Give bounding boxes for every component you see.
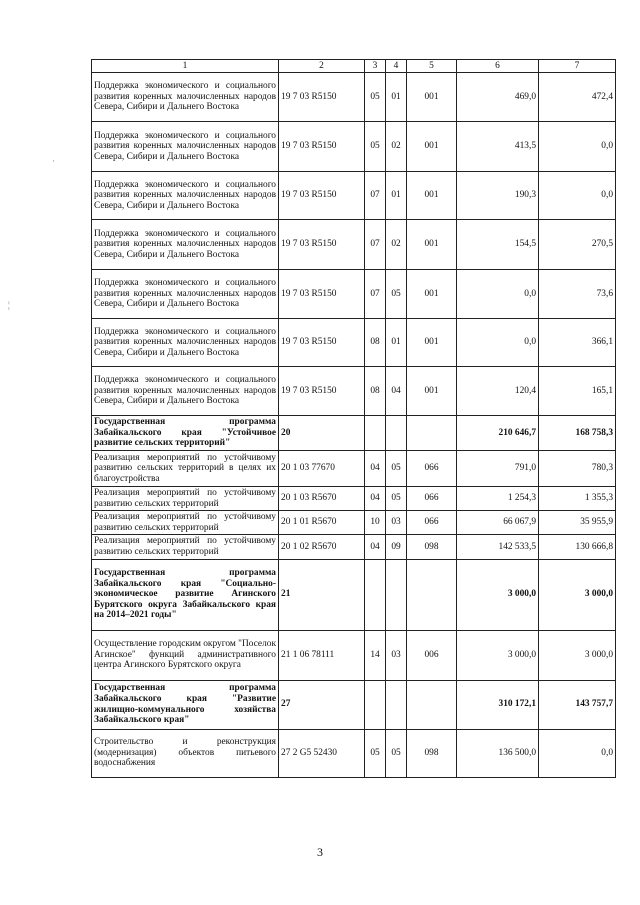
row-name-cell: Поддержка экономического и социального развития коренных малочисленных народов Севера, Сибири и Дальнего Востока [92, 367, 279, 416]
table-row [92, 220, 616, 270]
row-subsection-cell: 04 [386, 367, 407, 416]
table-row [92, 535, 616, 559]
row-administrator-cell: 001 [407, 73, 457, 122]
row-amount-2021-cell: 1 355,3 [539, 487, 616, 511]
row-code-cell: 19 7 03 R5150 [279, 270, 365, 319]
table-row [92, 487, 616, 511]
row-amount-2020-cell: 154,5 [457, 220, 539, 270]
table-row [92, 559, 616, 630]
row-name-cell: Поддержка экономического и социального развития коренных малочисленных народов Севера, Сибири и Дальнего Востока [92, 319, 279, 367]
row-subsection-cell: 02 [386, 220, 407, 270]
row-amount-2020-cell: 66 067,9 [457, 511, 539, 535]
row-amount-2021-cell: 3 000,0 [539, 559, 616, 630]
row-amount-2021-cell: 165,1 [539, 367, 616, 416]
row-administrator-cell: 001 [407, 122, 457, 172]
row-subsection-cell: 03 [386, 630, 407, 680]
table-row [92, 270, 616, 319]
table-row [92, 319, 616, 367]
row-name-cell: Государственная программа Забайкальского края "Устойчивое развитие сельских территорий" [92, 416, 279, 451]
row-subsection-cell: 05 [386, 729, 407, 777]
row-administrator-cell: 006 [407, 630, 457, 680]
row-code-cell: 19 7 03 R5150 [279, 73, 365, 122]
row-name-cell: Реализация мероприятий по устойчивому развитию сельских территорий [92, 511, 279, 535]
row-amount-2020-cell: 413,5 [457, 122, 539, 172]
row-amount-2020-cell: 190,3 [457, 172, 539, 220]
row-amount-2021-cell: 780,3 [539, 451, 616, 487]
scan-mark: ¦ [8, 300, 10, 310]
row-subsection-cell: 05 [386, 487, 407, 511]
row-name-cell: Поддержка экономического и социального развития коренных малочисленных народов Севера, Сибири и Дальнего Востока [92, 270, 279, 319]
row-section-cell: 10 [365, 511, 386, 535]
row-administrator-cell: 098 [407, 535, 457, 559]
row-code-cell: 20 1 03 R5670 [279, 487, 365, 511]
row-amount-2021-cell: 73,6 [539, 270, 616, 319]
row-subsection-cell: 05 [386, 451, 407, 487]
table-row [92, 451, 616, 487]
column-header: 5 [407, 60, 457, 73]
column-header: 7 [539, 60, 616, 73]
row-amount-2021-cell: 143 757,7 [539, 680, 616, 729]
row-subsection-cell [386, 559, 407, 630]
row-code-cell: 21 [279, 559, 365, 630]
table-body [92, 60, 616, 778]
row-name-cell: Реализация мероприятий по устойчивому развитию сельских территорий [92, 535, 279, 559]
row-section-cell: 07 [365, 220, 386, 270]
row-amount-2021-cell: 0,0 [539, 122, 616, 172]
row-amount-2020-cell: 469,0 [457, 73, 539, 122]
table-row [92, 416, 616, 451]
row-code-cell: 21 1 06 78111 [279, 630, 365, 680]
table-row [92, 122, 616, 172]
row-amount-2021-cell: 472,4 [539, 73, 616, 122]
row-amount-2021-cell: 0,0 [539, 172, 616, 220]
column-header: 2 [279, 60, 365, 73]
row-name-cell: Поддержка экономического и социального развития коренных малочисленных народов Севера, Сибири и Дальнего Востока [92, 122, 279, 172]
row-section-cell: 05 [365, 729, 386, 777]
row-subsection-cell [386, 416, 407, 451]
row-section-cell: 04 [365, 451, 386, 487]
table-row [92, 172, 616, 220]
row-section-cell: 04 [365, 535, 386, 559]
row-subsection-cell: 09 [386, 535, 407, 559]
row-amount-2021-cell: 3 000,0 [539, 630, 616, 680]
row-code-cell: 19 7 03 R5150 [279, 122, 365, 172]
row-amount-2020-cell: 310 172,1 [457, 680, 539, 729]
row-code-cell: 19 7 03 R5150 [279, 367, 365, 416]
row-name-cell: Государственная программа Забайкальского края "Развитие жилищно-коммунального хозяйства Забайкальского края" [92, 680, 279, 729]
row-section-cell: 08 [365, 367, 386, 416]
row-amount-2020-cell: 0,0 [457, 319, 539, 367]
table-row [92, 729, 616, 777]
row-amount-2020-cell: 3 000,0 [457, 559, 539, 630]
row-administrator-cell: 066 [407, 487, 457, 511]
table-row [92, 73, 616, 122]
row-name-cell: Поддержка экономического и социального развития коренных малочисленных народов Севера, Сибири и Дальнего Востока [92, 172, 279, 220]
row-amount-2021-cell: 270,5 [539, 220, 616, 270]
row-administrator-cell: 001 [407, 319, 457, 367]
row-section-cell: 07 [365, 270, 386, 319]
column-header: 6 [457, 60, 539, 73]
row-administrator-cell: 066 [407, 451, 457, 487]
row-section-cell: 08 [365, 319, 386, 367]
row-subsection-cell: 05 [386, 270, 407, 319]
row-code-cell: 27 2 G5 52430 [279, 729, 365, 777]
row-name-cell: Реализация мероприятий по устойчивому развитию сельских территорий в целях их благоустройства [92, 451, 279, 487]
row-section-cell [365, 680, 386, 729]
row-code-cell: 20 1 02 R5670 [279, 535, 365, 559]
row-amount-2021-cell: 168 758,3 [539, 416, 616, 451]
row-section-cell: 07 [365, 172, 386, 220]
row-administrator-cell: 001 [407, 172, 457, 220]
column-header: 1 [92, 60, 279, 73]
row-section-cell: 05 [365, 122, 386, 172]
row-code-cell: 27 [279, 680, 365, 729]
row-administrator-cell [407, 559, 457, 630]
row-section-cell: 04 [365, 487, 386, 511]
row-code-cell: 20 1 01 R5670 [279, 511, 365, 535]
row-code-cell: 20 1 03 77670 [279, 451, 365, 487]
row-name-cell: Поддержка экономического и социального развития коренных малочисленных народов Севера, Сибири и Дальнего Востока [92, 73, 279, 122]
row-amount-2020-cell: 1 254,3 [457, 487, 539, 511]
row-section-cell [365, 416, 386, 451]
row-name-cell: Строительство и реконструкция (модернизация) объектов питьевого водоснабжения [92, 729, 279, 777]
row-amount-2021-cell: 130 666,8 [539, 535, 616, 559]
row-administrator-cell: 001 [407, 220, 457, 270]
header-row [92, 60, 616, 73]
row-name-cell: Поддержка экономического и социального развития коренных малочисленных народов Севера, Сибири и Дальнего Востока [92, 220, 279, 270]
row-code-cell: 19 7 03 R5150 [279, 319, 365, 367]
row-amount-2020-cell: 3 000,0 [457, 630, 539, 680]
row-amount-2020-cell: 136 500,0 [457, 729, 539, 777]
page-number: 3 [317, 845, 323, 859]
row-administrator-cell: 098 [407, 729, 457, 777]
row-amount-2021-cell: 366,1 [539, 319, 616, 367]
row-administrator-cell: 001 [407, 367, 457, 416]
row-name-cell: Осуществление городским округом "Поселок Агинское" функций административного центра Агинского Бурятского округа [92, 630, 279, 680]
row-amount-2021-cell: 35 955,9 [539, 511, 616, 535]
row-administrator-cell: 001 [407, 270, 457, 319]
row-subsection-cell [386, 680, 407, 729]
row-subsection-cell: 03 [386, 511, 407, 535]
budget-table [91, 59, 616, 778]
row-administrator-cell [407, 416, 457, 451]
row-section-cell: 14 [365, 630, 386, 680]
row-code-cell: 19 7 03 R5150 [279, 220, 365, 270]
table-row [92, 630, 616, 680]
row-subsection-cell: 01 [386, 172, 407, 220]
row-subsection-cell: 01 [386, 73, 407, 122]
table-row [92, 367, 616, 416]
row-amount-2021-cell: 0,0 [539, 729, 616, 777]
row-administrator-cell [407, 680, 457, 729]
row-name-cell: Реализация мероприятий по устойчивому развитию сельских территорий [92, 487, 279, 511]
row-code-cell: 19 7 03 R5150 [279, 172, 365, 220]
row-amount-2020-cell: 0,0 [457, 270, 539, 319]
scan-mark: · [52, 156, 55, 166]
column-header: 4 [386, 60, 407, 73]
column-header: 3 [365, 60, 386, 73]
row-amount-2020-cell: 210 646,7 [457, 416, 539, 451]
row-code-cell: 20 [279, 416, 365, 451]
row-amount-2020-cell: 791,0 [457, 451, 539, 487]
row-amount-2020-cell: 120,4 [457, 367, 539, 416]
row-subsection-cell: 02 [386, 122, 407, 172]
row-section-cell: 05 [365, 73, 386, 122]
row-subsection-cell: 01 [386, 319, 407, 367]
row-name-cell: Государственная программа Забайкальского края "Социально-экономическое развитие Агинского Бурятского округа Забайкальского края на 2014–2021 годы" [92, 559, 279, 630]
row-section-cell [365, 559, 386, 630]
table-row [92, 680, 616, 729]
table-row [92, 511, 616, 535]
row-amount-2020-cell: 142 533,5 [457, 535, 539, 559]
row-administrator-cell: 066 [407, 511, 457, 535]
